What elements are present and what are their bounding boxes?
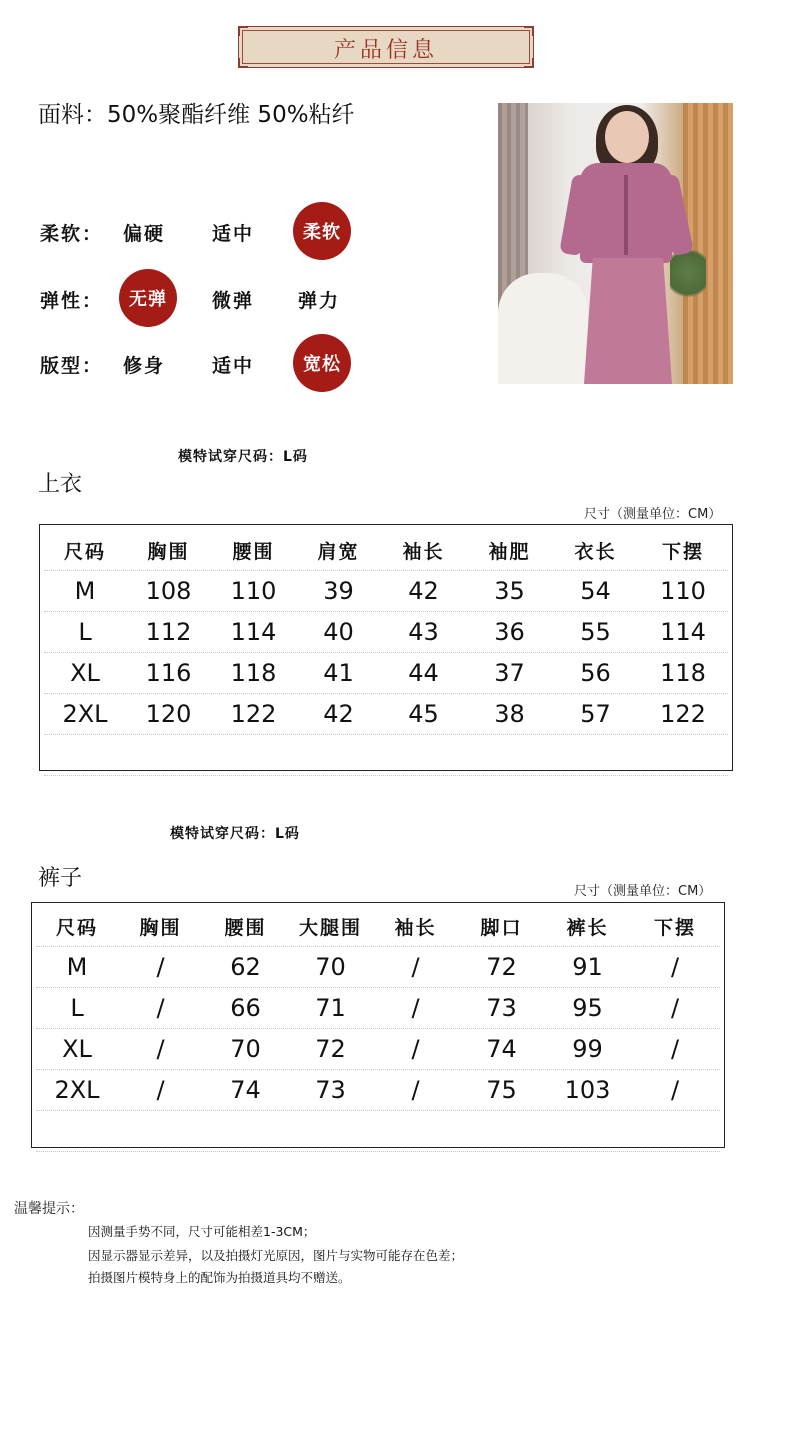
table-cell: 71 bbox=[315, 994, 346, 1022]
table-cell: 66 bbox=[230, 994, 261, 1022]
column-header: 衣长 bbox=[574, 540, 617, 563]
table-cell: 40 bbox=[323, 618, 354, 646]
table-row bbox=[44, 653, 728, 694]
column-header: 尺码 bbox=[55, 916, 98, 939]
column-header: 腰围 bbox=[224, 916, 267, 939]
table-cell: 74 bbox=[486, 1035, 517, 1063]
table-cell: 112 bbox=[145, 618, 192, 646]
title-banner bbox=[238, 26, 534, 68]
table-cell: 42 bbox=[408, 577, 439, 605]
column-header: 袖肥 bbox=[488, 540, 531, 563]
pants-section-title: 裤子 bbox=[38, 866, 83, 891]
column-header: 袖长 bbox=[402, 540, 445, 563]
table-cell: / bbox=[156, 1035, 165, 1063]
fit-option-slim: 修身 bbox=[123, 355, 166, 377]
table-cell: 72 bbox=[486, 953, 517, 981]
table-row bbox=[36, 1029, 720, 1070]
table-cell: / bbox=[670, 1035, 680, 1063]
table-cell: XL bbox=[70, 659, 100, 687]
table-cell: 2XL bbox=[62, 700, 108, 728]
table-cell: M bbox=[66, 953, 88, 981]
table-cell: 45 bbox=[408, 700, 439, 728]
table-cell: / bbox=[411, 994, 420, 1022]
table-row bbox=[36, 947, 720, 988]
column-header: 胸围 bbox=[147, 540, 190, 563]
empty-table-row bbox=[44, 735, 728, 776]
table-cell: 35 bbox=[494, 577, 525, 605]
tip-line: 因测量手势不同，尺寸可能相差1-3CM； bbox=[88, 1224, 316, 1239]
product-photo bbox=[498, 103, 733, 384]
table-cell: 110 bbox=[660, 577, 706, 605]
table-cell: 118 bbox=[660, 659, 706, 687]
fabric-composition: 面料：50%聚酯纤维 50%粘纤 bbox=[38, 102, 355, 128]
pants-size-table-grid bbox=[36, 906, 720, 1152]
table-cell: 114 bbox=[660, 618, 706, 646]
fit-option-loose-selected: 宽松 bbox=[293, 334, 351, 392]
table-cell: 91 bbox=[572, 953, 603, 981]
table-cell: 41 bbox=[323, 659, 354, 687]
table-cell: 99 bbox=[572, 1035, 603, 1063]
table-cell: / bbox=[411, 1035, 420, 1063]
empty-table-row bbox=[36, 1111, 720, 1152]
table-header-row bbox=[44, 530, 728, 571]
table-cell: 70 bbox=[315, 953, 346, 981]
column-header: 脚口 bbox=[480, 916, 523, 939]
elasticity-label: 弹性： bbox=[40, 290, 104, 312]
column-header: 下摆 bbox=[653, 916, 696, 939]
table-row bbox=[44, 694, 728, 735]
table-cell: 57 bbox=[580, 700, 611, 728]
table-cell: L bbox=[70, 994, 84, 1022]
softness-option-hard: 偏硬 bbox=[123, 223, 166, 245]
table-cell: 37 bbox=[494, 659, 525, 687]
top-size-table-grid bbox=[44, 530, 728, 776]
table-cell: / bbox=[670, 994, 680, 1022]
table-cell: / bbox=[411, 1076, 420, 1104]
tip-line: 因显示器显示差异，以及拍摄灯光原因，图片与实物可能存在色差； bbox=[88, 1248, 464, 1263]
table-cell: M bbox=[74, 577, 96, 605]
table-cell: 118 bbox=[230, 659, 277, 687]
tips-title: 温馨提示： bbox=[14, 1201, 84, 1217]
top-unit-note: 尺寸（测量单位：CM） bbox=[584, 507, 722, 522]
fit-label: 版型： bbox=[40, 355, 104, 377]
table-cell: 116 bbox=[145, 659, 192, 687]
table-cell: 114 bbox=[230, 618, 277, 646]
softness-option-soft-selected: 柔软 bbox=[293, 202, 351, 260]
table-cell: 54 bbox=[580, 577, 611, 605]
elasticity-option-none-selected: 无弹 bbox=[119, 269, 177, 327]
table-cell: 56 bbox=[580, 659, 611, 687]
table-cell: 95 bbox=[572, 994, 603, 1022]
pants-unit-note: 尺寸（测量单位：CM） bbox=[574, 884, 712, 899]
table-cell: 62 bbox=[230, 953, 261, 981]
column-header: 肩宽 bbox=[317, 540, 360, 563]
softness-label: 柔软： bbox=[40, 223, 104, 245]
column-header: 下摆 bbox=[661, 540, 704, 563]
table-cell: / bbox=[156, 953, 165, 981]
table-cell: 55 bbox=[580, 618, 611, 646]
fit-option-regular: 适中 bbox=[212, 355, 255, 377]
table-cell: / bbox=[411, 953, 420, 981]
table-cell: 72 bbox=[315, 1035, 346, 1063]
table-row bbox=[44, 612, 728, 653]
tip-line: 拍摄图片模特身上的配饰为拍摄道具均不赠送。 bbox=[88, 1270, 351, 1285]
table-row bbox=[36, 988, 720, 1029]
table-cell: 42 bbox=[323, 700, 354, 728]
table-cell: 122 bbox=[230, 700, 277, 728]
column-header: 大腿围 bbox=[298, 916, 362, 939]
table-cell: 73 bbox=[486, 994, 517, 1022]
table-cell: 73 bbox=[315, 1076, 346, 1104]
elasticity-option-stretch: 弹力 bbox=[298, 290, 341, 312]
table-row bbox=[36, 1070, 720, 1111]
table-cell: XL bbox=[62, 1035, 92, 1063]
column-header: 尺码 bbox=[63, 540, 106, 563]
table-cell: / bbox=[156, 1076, 165, 1104]
table-cell: 38 bbox=[494, 700, 525, 728]
table-cell: 70 bbox=[230, 1035, 261, 1063]
top-section-title: 上衣 bbox=[38, 472, 83, 497]
column-header: 袖长 bbox=[394, 916, 437, 939]
banner-title: 产品信息 bbox=[333, 38, 438, 63]
table-cell: 44 bbox=[408, 659, 439, 687]
top-model-size-note: 模特试穿尺码：L码 bbox=[178, 449, 308, 465]
elasticity-option-slight: 微弹 bbox=[212, 290, 255, 312]
table-cell: 108 bbox=[145, 577, 192, 605]
table-cell: 43 bbox=[408, 618, 439, 646]
table-cell: 122 bbox=[660, 700, 706, 728]
table-cell: / bbox=[670, 1076, 680, 1104]
table-cell: 75 bbox=[486, 1076, 517, 1104]
table-cell: / bbox=[156, 994, 165, 1022]
pants-model-size-note: 模特试穿尺码：L码 bbox=[170, 826, 300, 842]
column-header: 裤长 bbox=[566, 916, 609, 939]
table-cell: 74 bbox=[230, 1076, 261, 1104]
table-cell: 110 bbox=[230, 577, 277, 605]
table-row bbox=[44, 571, 728, 612]
column-header: 胸围 bbox=[139, 916, 182, 939]
table-cell: 36 bbox=[494, 618, 525, 646]
column-header: 腰围 bbox=[232, 540, 275, 563]
table-cell: / bbox=[670, 953, 680, 981]
table-cell: 39 bbox=[323, 577, 354, 605]
table-cell: 120 bbox=[145, 700, 192, 728]
table-cell: L bbox=[78, 618, 92, 646]
table-cell: 2XL bbox=[54, 1076, 100, 1104]
table-cell: 103 bbox=[564, 1076, 611, 1104]
softness-option-medium: 适中 bbox=[212, 223, 255, 245]
table-header-row bbox=[36, 906, 720, 947]
